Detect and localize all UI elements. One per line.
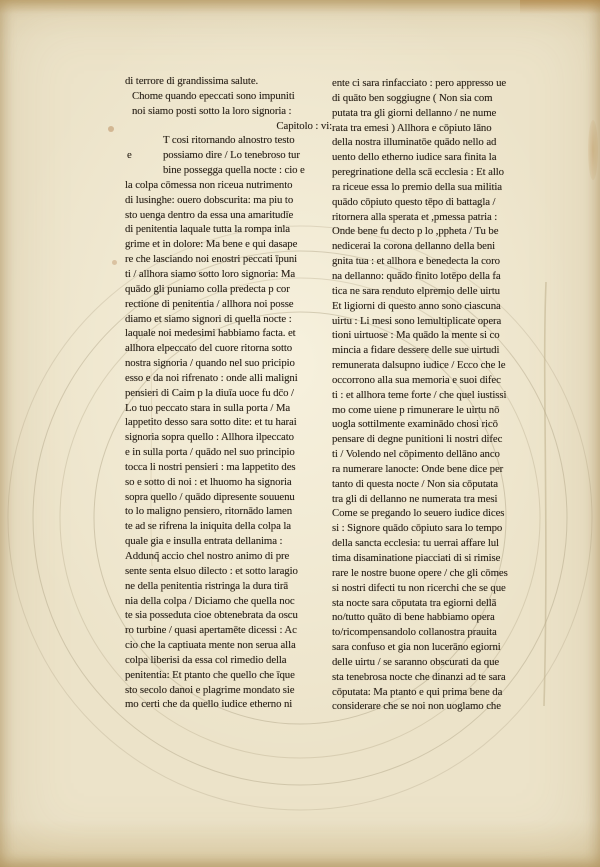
- text-line: di penitentia laquale tutta la rompa inla: [125, 223, 290, 236]
- text-line: nedicerai la corona dellanno della beni: [332, 240, 496, 253]
- text-line: si : Signore quādo cōpiuto sara lo tempo: [332, 522, 503, 535]
- text-line: bine possegga quella nocte : cio e: [163, 164, 305, 177]
- text-line: sta nocte sara cōputata tra egiorni dellā: [332, 596, 497, 609]
- text-line: T cosi ritornando alnostro testo: [163, 134, 295, 147]
- text-line: laquale noi medesimi habbiamo facta. et: [125, 327, 296, 340]
- text-line: noi siamo posti sotto la loro signoria :: [132, 104, 292, 117]
- text-line: peregrinatione della scā ecclesia : Et allo: [332, 166, 504, 179]
- text-line: tocca li nostri pensieri : ma lappetito des: [125, 460, 296, 473]
- illuminator-guide-letter: e: [127, 149, 132, 162]
- text-line: rare le nostre buone opere / che gli cōmes: [332, 566, 508, 579]
- text-line: Lo tuo peccato stara in sulla porta / Ma: [125, 401, 291, 414]
- text-line: pensieri di Caim p la diuīa uoce fu dc̄o /: [125, 386, 294, 399]
- text-line: re che lasciando noi enostri peccati īpuni: [125, 253, 298, 266]
- text-line: gnita tua : et allhora e benedecta la coro: [332, 255, 500, 268]
- text-line: sta tenebrosa nocte che dinanzi ad te sara: [332, 670, 506, 683]
- text-line: della sancta ecclesia: tu uerrai affare lul: [332, 537, 499, 550]
- text-line: te sia posseduta cioe obtenebrata da oscu: [125, 609, 298, 622]
- text-line: signoria sopra quello : Allhora ilpeccato: [125, 431, 294, 444]
- text-line: mo certi che da quello iudice etherno ni: [125, 698, 293, 711]
- text-line: remunerata dalsupno iudice / Ecco che le: [332, 359, 506, 372]
- text-line: tra gli di dellanno ne numerata tra mesi: [332, 492, 498, 505]
- text-line: ti : et allhora teme forte / che quel iustissi: [332, 388, 507, 401]
- text-line: uogla sottilmente examinādo chosi ricō: [332, 418, 498, 431]
- text-line: di lusinghe: ouero dobscurita: ma piu to: [125, 193, 294, 206]
- text-line: ne della penitentia ristringa la dura tirā: [125, 579, 289, 592]
- left-column: [125, 74, 332, 712]
- text-line: Capitolo : vi:: [276, 119, 332, 132]
- text-line: no/tutto quāto di bene habbiamo opera: [332, 611, 495, 624]
- text-line: Onde bene fu decto p lo ,ppheta / Tu be: [332, 225, 499, 238]
- text-line: ra numerare lanocte: Onde bene dice per: [332, 462, 504, 475]
- text-line: Et ligiorni di questo anno sono ciascuna: [332, 299, 501, 312]
- text-line: di terrore di grandissima salute.: [125, 75, 259, 87]
- text-line: mincia a fidare dessere delle sue uirtudi: [332, 344, 500, 357]
- text-line: colpa liberisi da essa col rimedio della: [125, 653, 287, 666]
- right-column: [332, 76, 546, 714]
- text-line: cōputata: Ma ptanto e qui prima bene da: [332, 685, 503, 698]
- text-line: la colpa cōmessa non riceua nutrimento: [125, 178, 293, 191]
- text-line: allhora elpeccato del cuore ritorna sotto: [125, 342, 293, 355]
- text-line: ti / allhora siamo sotto loro signoria: Ma: [125, 267, 296, 280]
- text-line: cio che la captiuata mente non serua alla: [125, 639, 296, 652]
- text-line: na dellanno: quādo finito lotēpo della fa: [332, 269, 501, 282]
- text-line: possiamo dire / Lo tenebroso tur e: [127, 149, 300, 162]
- text-line: ritornera alla sperata et ,pmessa patria :: [332, 210, 498, 223]
- text-line: Addunq̃ accio chel nostro animo di pre: [125, 550, 290, 562]
- text-line: lappetito desso sara sotto dite: et tu harai: [125, 416, 297, 429]
- text-line: to lo maligno pensiero, ritornādo lamen: [125, 505, 293, 518]
- text-line: putata tra gli giorni dellanno / ne nume: [332, 106, 497, 119]
- text-line: tanto di questa nocte / Non sia cōputata: [332, 477, 499, 490]
- text-line: grime et in dolore: Ma bene e qui dasape: [125, 238, 298, 251]
- text-line: tima disaminatione piacciati di si rimise: [332, 552, 501, 564]
- text-line: tioni uirtuose : Ma quādo la mente si co: [332, 329, 500, 342]
- text-line: esso e da noi rifrenato : onde alli maligni: [125, 371, 298, 384]
- text-line: quādo gli puniamo colla predecta p cor: [125, 282, 290, 295]
- text-line: sente senta elsuo dilecto : et sotto laragio: [125, 564, 298, 577]
- text-line: quale gia e insulla entrata dellanima :: [125, 535, 283, 548]
- text-line: della nostra illuminatōe quādo nello ad: [332, 136, 497, 149]
- text-line: nia della colpa / Diciamo che quella noc: [125, 594, 295, 607]
- text-line: sara confuso et gia non lucerāno egiorni: [332, 641, 501, 654]
- text-line: Come se pregando lo seuero iudice dices: [332, 507, 505, 520]
- text-line: tica ne sara renduto elpremio delle uirtu: [332, 284, 500, 297]
- foxing-stain: [588, 120, 598, 180]
- text-line: penitentia: Et ptanto che quello che īque: [125, 668, 295, 681]
- text-line: ro turbine / quasi apertamēte dicessi : Ac: [125, 624, 297, 637]
- text-line: e in sulla porta / quādo nel suo principio: [125, 446, 295, 459]
- text-line: mo come uiene p rimunerare le uirtu nō: [332, 403, 500, 416]
- foxing-stain: [108, 126, 114, 132]
- text-line: ente ci sara rinfacciato : pero appresso ue: [332, 77, 507, 89]
- text-line: nostra signoria / quando nel suo pricipio: [125, 357, 295, 370]
- text-line: uento dello etherno iudice sara finita la: [332, 151, 497, 164]
- text-line: to/ricompensandolo collanostra prauita: [332, 626, 497, 639]
- text-line: ti / Volendo nel cōpimento dellāno anco: [332, 448, 500, 461]
- text-line: sto uenga dentro da essa una amaritudīe: [125, 208, 294, 221]
- text-line: diamo et siamo signori di quella nocte :: [125, 312, 292, 325]
- text-line: rata tra emesi ) Allhora e cōpiuto lāno: [332, 121, 492, 134]
- foxing-stain: [112, 260, 117, 265]
- text-line: sopra quello / quādo dipresente souuenu: [125, 490, 295, 503]
- text-line: te ad se rifrena la iniquita della colpa la: [125, 520, 291, 533]
- text-line: Chome quando epeccati sono impuniti: [132, 89, 295, 102]
- foxing-stain: [520, 0, 600, 14]
- text-line: considerare che se noi non uoglamo che: [332, 700, 501, 713]
- text-line: quādo cōpiuto questo tēpo di battagla /: [332, 195, 496, 208]
- text-line: si nostri difecti tu non ricerchi che se que: [332, 581, 506, 594]
- text-line: uirtu : Li mesi sono lemultiplicate opera: [332, 314, 502, 327]
- text-line: pensare di degne punitioni li nostri difec: [332, 433, 503, 446]
- text-line: sto secolo danoi e plagrime mondato sie: [125, 683, 295, 696]
- text-line: di quāto ben soggiugne ( Non sia com: [332, 91, 493, 104]
- text-line: so e sotto di noi : et lhuomo ha signoria: [125, 475, 292, 488]
- text-line: ra riceue essa lo premio della sua militia: [332, 180, 502, 193]
- text-line: occorrono alla sua memoria e suoi difec: [332, 373, 501, 386]
- text-line: delle uirtu / se saranno obscurati da que: [332, 655, 500, 668]
- text-line: rectione di penitentia / allhora noi posse: [125, 297, 294, 310]
